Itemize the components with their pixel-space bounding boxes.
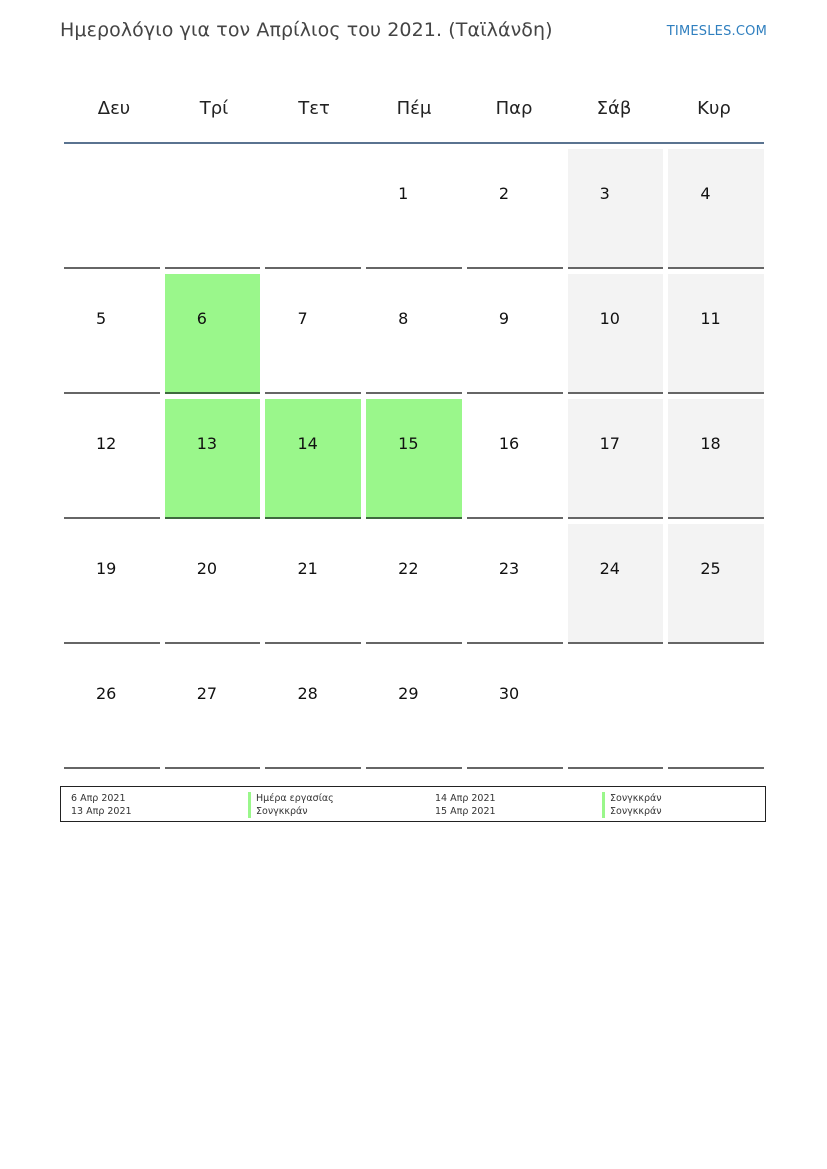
weeks-grid	[64, 149, 764, 774]
day-cell[interactable]	[568, 149, 664, 269]
day-cell[interactable]	[64, 524, 160, 644]
legend-holiday-name: Ημέρα εργασίας	[248, 792, 435, 805]
legend-holiday-name: Σονγκκράν	[602, 805, 765, 818]
day-number: 9	[498, 309, 510, 328]
day-cell[interactable]	[366, 399, 462, 519]
weekday-fri: Παρ	[495, 97, 533, 119]
day-number: 6	[196, 309, 207, 328]
day-number: 18	[700, 434, 721, 453]
day-number: 17	[599, 434, 620, 453]
page-title: Ημερολόγιο για τον Απρίλιος του 2021. (Ταϊλάνδη)	[60, 19, 553, 41]
day-number: 3	[599, 184, 610, 203]
day-number: 16	[498, 434, 520, 453]
day-cell[interactable]	[165, 274, 261, 394]
day-cell[interactable]	[668, 399, 764, 519]
day-cell[interactable]	[467, 399, 563, 519]
day-cell[interactable]	[265, 274, 361, 394]
legend-date: 13 Απρ 2021	[71, 806, 132, 817]
weekday-sat: Σάβ	[596, 97, 632, 119]
day-number: 4	[700, 184, 711, 203]
day-number: 25	[700, 559, 721, 578]
weekday-thu: Πέμ	[396, 97, 432, 119]
day-number: 19	[96, 559, 117, 578]
day-number: 20	[196, 559, 218, 578]
week-row	[64, 149, 764, 269]
day-cell[interactable]	[668, 149, 764, 269]
day-cell[interactable]	[165, 524, 261, 644]
day-number: 24	[599, 559, 620, 578]
day-number: 8	[398, 309, 409, 328]
day-cell[interactable]	[265, 524, 361, 644]
day-cell-empty	[668, 649, 764, 769]
legend-date: 14 Απρ 2021	[435, 793, 496, 804]
day-cell-empty	[165, 149, 261, 269]
day-number: 15	[398, 434, 419, 453]
day-number: 11	[700, 309, 721, 328]
holiday-legend	[60, 786, 766, 822]
legend-holiday-name: Σονγκκράν	[248, 805, 435, 818]
day-number: 30	[498, 684, 520, 703]
day-number: 26	[96, 684, 117, 703]
day-number: 22	[398, 559, 419, 578]
day-number: 14	[297, 434, 318, 453]
weekday-header	[64, 74, 764, 144]
legend-holiday-name: Σονγκκράν	[602, 792, 765, 805]
day-cell[interactable]	[568, 274, 664, 394]
legend-dates-1	[71, 792, 248, 821]
week-row	[64, 274, 764, 394]
day-number: 2	[498, 184, 510, 203]
day-cell[interactable]	[668, 274, 764, 394]
weekday-wed: Τετ	[298, 97, 330, 119]
day-number: 21	[297, 559, 318, 578]
day-number: 5	[96, 309, 107, 328]
day-cell[interactable]	[64, 649, 160, 769]
day-cell[interactable]	[366, 649, 462, 769]
week-row	[64, 524, 764, 644]
week-row	[64, 649, 764, 769]
legend-date: 15 Απρ 2021	[435, 806, 496, 817]
day-number: 29	[398, 684, 419, 703]
day-cell[interactable]	[165, 399, 261, 519]
day-cell[interactable]	[265, 399, 361, 519]
day-number: 23	[498, 559, 520, 578]
day-cell-empty	[568, 649, 664, 769]
day-cell[interactable]	[467, 524, 563, 644]
day-number: 12	[96, 434, 117, 453]
day-cell[interactable]	[467, 149, 563, 269]
day-cell[interactable]	[64, 399, 160, 519]
day-cell[interactable]	[467, 274, 563, 394]
day-number: 7	[297, 309, 308, 328]
day-number: 27	[196, 684, 218, 703]
day-cell[interactable]	[366, 149, 462, 269]
weekday-sun: Κυρ	[697, 97, 731, 119]
day-cell[interactable]	[568, 524, 664, 644]
day-cell[interactable]	[165, 649, 261, 769]
day-cell[interactable]	[64, 274, 160, 394]
legend-names-2	[602, 792, 765, 821]
day-cell[interactable]	[467, 649, 563, 769]
weekday-mon: Δευ	[97, 97, 131, 119]
day-cell-empty	[265, 149, 361, 269]
day-number: 10	[599, 309, 620, 328]
day-number: 13	[196, 434, 218, 453]
day-cell[interactable]	[265, 649, 361, 769]
legend-date: 6 Απρ 2021	[71, 793, 126, 804]
month-calendar	[64, 74, 764, 774]
site-link[interactable]: TIMESLES.COM	[666, 24, 767, 39]
legend-dates-2	[435, 792, 602, 821]
day-cell[interactable]	[668, 524, 764, 644]
day-number: 1	[398, 184, 409, 203]
legend-names-1	[248, 792, 435, 821]
day-cell[interactable]	[366, 274, 462, 394]
day-cell-empty	[64, 149, 160, 269]
week-row	[64, 399, 764, 519]
day-cell[interactable]	[568, 399, 664, 519]
day-number: 28	[297, 684, 318, 703]
weekday-tue: Τρί	[199, 97, 229, 119]
day-cell[interactable]	[366, 524, 462, 644]
